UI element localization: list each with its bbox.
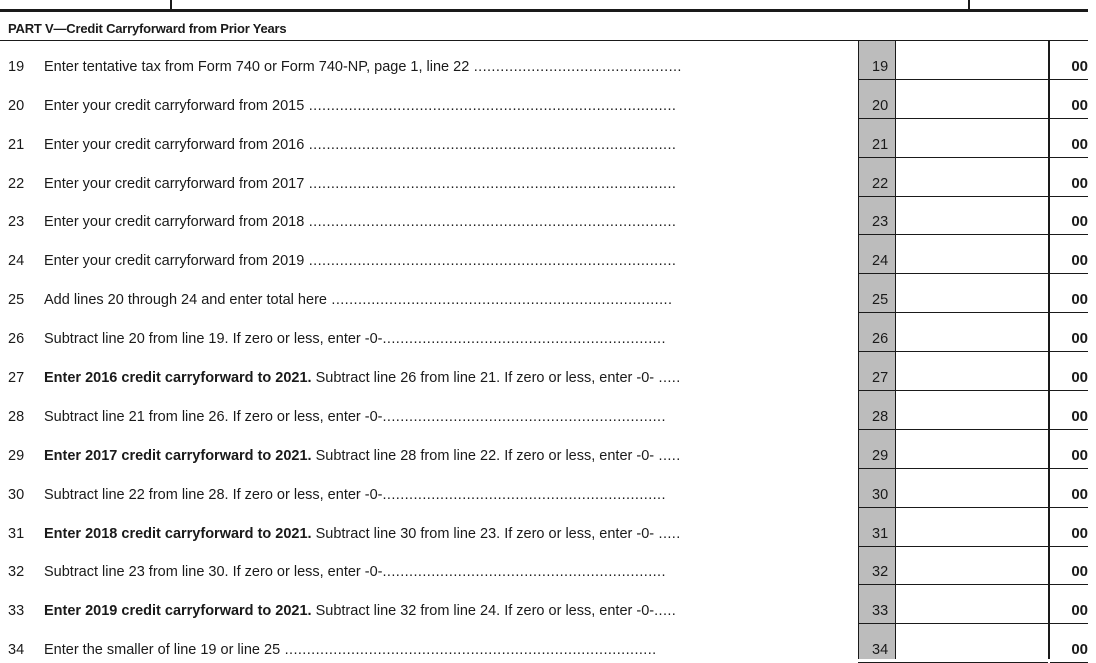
line-description-bold: Enter 2018 credit carryforward to 2021.	[44, 525, 312, 542]
line-description	[44, 58, 850, 76]
box-number: 34	[872, 642, 889, 659]
amount-field-24[interactable]	[896, 250, 1048, 274]
amount-field-23[interactable]	[896, 211, 1048, 235]
line-description	[44, 525, 850, 543]
amount-field-33[interactable]	[896, 600, 1048, 624]
line-description-bold: Enter 2019 credit carryforward to 2021.	[44, 603, 312, 620]
cents-field-26[interactable]: 00	[1071, 330, 1088, 348]
box-number: 24	[872, 253, 889, 270]
cents-field-27[interactable]: 00	[1071, 369, 1088, 387]
cents-field-21[interactable]: 00	[1071, 135, 1088, 153]
leader-dots: ....................................................................................	[280, 642, 657, 659]
box-number: 28	[872, 408, 889, 425]
box-number: 26	[872, 331, 889, 348]
line-description-text: Enter your credit carryforward from 2019	[44, 253, 305, 270]
line-number: 33	[8, 603, 25, 620]
line-description-text: Enter your credit carryforward from 2016	[44, 136, 305, 153]
line-number: 24	[8, 253, 25, 270]
form-line-22	[0, 158, 1096, 197]
cents-field-23[interactable]: 00	[1071, 213, 1088, 231]
leader-dots: ...................................................................................	[304, 253, 677, 270]
box-number: 32	[872, 564, 889, 581]
line-description	[44, 291, 850, 309]
line-number: 34	[8, 642, 25, 659]
line-description-text: Add lines 20 through 24 and enter total here	[44, 292, 327, 309]
line-number: 22	[8, 175, 25, 192]
cents-field-22[interactable]: 00	[1071, 174, 1088, 192]
line-description-text: Enter your credit carryforward from 2015	[44, 97, 305, 114]
line-description	[44, 369, 850, 387]
cents-field-33[interactable]: 00	[1071, 602, 1088, 620]
cents-field-31[interactable]: 00	[1071, 524, 1088, 542]
amount-field-20[interactable]	[896, 95, 1048, 119]
box-number: 23	[872, 214, 889, 231]
amount-field-25[interactable]	[896, 289, 1048, 313]
line-description-text: Enter the smaller of line 19 or line 25	[44, 642, 281, 659]
line-description-text: Subtract line 23 from line 30. If zero or less, enter -0-	[44, 564, 383, 581]
line-description	[44, 97, 850, 115]
leader-dots: ...................................................................................	[304, 214, 677, 231]
leader-dots: ...................................................................................	[304, 136, 677, 153]
line-description	[44, 175, 850, 193]
form-line-23	[0, 197, 1096, 236]
top-strip	[0, 0, 1096, 12]
leader-dots: ................................................................	[382, 486, 666, 503]
leader-dots: .....	[654, 525, 681, 542]
cents-field-20[interactable]: 00	[1071, 96, 1088, 114]
line-number: 31	[8, 525, 25, 542]
cents-field-24[interactable]: 00	[1071, 252, 1088, 270]
leader-dots: ...................................................................................	[304, 175, 677, 192]
amount-field-30[interactable]	[896, 484, 1048, 508]
cents-field-28[interactable]: 00	[1071, 407, 1088, 425]
form-line-34	[0, 624, 1096, 663]
line-description-text: Enter your credit carryforward from 2018	[44, 214, 305, 231]
line-description-bold: Enter 2016 credit carryforward to 2021.	[44, 370, 312, 387]
amount-field-19[interactable]	[896, 56, 1048, 80]
leader-dots: ...............................................	[469, 58, 682, 75]
form-line-26	[0, 313, 1096, 352]
box-number: 29	[872, 447, 889, 464]
line-description	[44, 330, 850, 348]
line-description	[44, 486, 850, 504]
line-number: 19	[8, 58, 25, 75]
line-number: 30	[8, 486, 25, 503]
box-number: 20	[872, 97, 889, 114]
cents-field-32[interactable]: 00	[1071, 563, 1088, 581]
line-number: 28	[8, 408, 25, 425]
cents-field-30[interactable]: 00	[1071, 485, 1088, 503]
line-number: 29	[8, 447, 25, 464]
form-line-25	[0, 274, 1096, 313]
line-description	[44, 252, 850, 270]
box-number: 33	[872, 603, 889, 620]
line-description-text: Subtract line 30 from line 23. If zero or less, enter -0-	[311, 525, 655, 542]
leader-dots: .....	[654, 447, 681, 464]
form-line-30	[0, 469, 1096, 508]
line-description	[44, 641, 850, 659]
line-number: 27	[8, 370, 25, 387]
cents-field-25[interactable]: 00	[1071, 291, 1088, 309]
line-description	[44, 602, 850, 620]
form-line-20	[0, 80, 1096, 119]
box-number: 22	[872, 175, 889, 192]
form-line-24	[0, 235, 1096, 274]
part-title: PART V—Credit Carryforward from Prior Years	[8, 21, 287, 36]
leader-dots: ................................................................	[382, 408, 666, 425]
form-line-33	[0, 585, 1096, 624]
cents-field-19[interactable]: 00	[1071, 57, 1088, 75]
leader-dots: .............................................................................	[326, 292, 673, 309]
form-line-32	[0, 547, 1096, 586]
amount-field-29[interactable]	[896, 445, 1048, 469]
amount-field-34[interactable]	[896, 639, 1048, 663]
line-description-text: Subtract line 20 from line 19. If zero or less, enter -0-	[44, 331, 383, 348]
line-description-text: Subtract line 28 from line 22. If zero or less, enter -0-	[311, 447, 655, 464]
form-lines	[0, 41, 1096, 663]
form-line-29	[0, 430, 1096, 469]
box-number: 21	[872, 136, 889, 153]
line-description	[44, 408, 850, 426]
amount-field-27[interactable]	[896, 367, 1048, 391]
line-description	[44, 136, 850, 154]
form-line-19	[0, 41, 1096, 80]
line-number: 25	[8, 292, 25, 309]
amount-field-31[interactable]	[896, 523, 1048, 547]
box-number: 31	[872, 525, 889, 542]
line-description-text: Subtract line 26 from line 21. If zero or less, enter -0-	[311, 370, 655, 387]
line-number: 20	[8, 97, 25, 114]
amount-field-32[interactable]	[896, 561, 1048, 585]
line-description-bold: Enter 2017 credit carryforward to 2021.	[44, 447, 312, 464]
leader-dots: ................................................................	[382, 564, 666, 581]
box-number: 27	[872, 370, 889, 387]
line-description-text: Enter your credit carryforward from 2017	[44, 175, 305, 192]
line-description-text: Subtract line 21 from line 26. If zero or less, enter -0-	[44, 408, 383, 425]
line-number: 23	[8, 214, 25, 231]
form-line-27	[0, 352, 1096, 391]
box-number: 19	[872, 58, 889, 75]
line-description	[44, 447, 850, 465]
amount-field-22[interactable]	[896, 173, 1048, 197]
top-rule	[0, 9, 1088, 12]
line-number: 26	[8, 331, 25, 348]
line-description-text: Subtract line 32 from line 24. If zero or less, enter -0-	[311, 603, 655, 620]
box-number: 30	[872, 486, 889, 503]
leader-dots: .....	[654, 603, 677, 620]
line-number: 21	[8, 136, 25, 153]
line-description	[44, 563, 850, 581]
form-line-28	[0, 391, 1096, 430]
amount-field-28[interactable]	[896, 406, 1048, 430]
line-description-text: Enter tentative tax from Form 740 or Form 740-NP, page 1, line 22	[44, 58, 470, 75]
amount-field-26[interactable]	[896, 328, 1048, 352]
form-line-31	[0, 508, 1096, 547]
box-number: 25	[872, 292, 889, 309]
line-number: 32	[8, 564, 25, 581]
line-description	[44, 213, 850, 231]
line-description-text: Subtract line 22 from line 28. If zero or less, enter -0-	[44, 486, 383, 503]
cents-field-29[interactable]: 00	[1071, 446, 1088, 464]
amount-field-21[interactable]	[896, 134, 1048, 158]
leader-dots: .....	[654, 370, 681, 387]
leader-dots: ...................................................................................	[304, 97, 677, 114]
cents-field-34[interactable]: 00	[1071, 641, 1088, 659]
form-line-21	[0, 119, 1096, 158]
leader-dots: ................................................................	[382, 331, 666, 348]
